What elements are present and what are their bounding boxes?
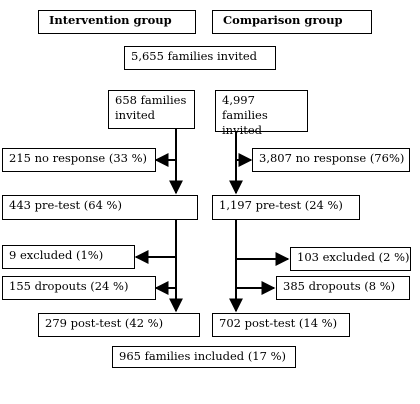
total-invited-box: 5,655 families invited	[124, 46, 276, 70]
intervention-posttest-box: 279 post-test (42 %)	[38, 313, 200, 337]
intervention-group-header: Intervention group	[38, 10, 196, 34]
intervention-no-response-box: 215 no response (33 %)	[2, 148, 156, 172]
comparison-posttest-box: 702 post-test (14 %)	[212, 313, 350, 337]
intervention-pretest-box: 443 pre-test (64 %)	[2, 195, 198, 220]
intervention-invited-box: 658 families invited	[108, 90, 195, 129]
comparison-no-response-box: 3,807 no response (76%)	[252, 148, 410, 172]
comparison-dropouts-box: 385 dropouts (8 %)	[276, 276, 410, 300]
total-included-box: 965 families included (17 %)	[112, 346, 296, 368]
comparison-invited-box: 4,997 families invited	[215, 90, 308, 132]
comparison-pretest-box: 1,197 pre-test (24 %)	[212, 195, 360, 220]
comparison-group-header: Comparison group	[212, 10, 372, 34]
intervention-dropouts-box: 155 dropouts (24 %)	[2, 276, 156, 300]
intervention-excluded-box: 9 excluded (1%)	[2, 245, 135, 269]
comparison-excluded-box: 103 excluded (2 %)	[290, 247, 411, 271]
